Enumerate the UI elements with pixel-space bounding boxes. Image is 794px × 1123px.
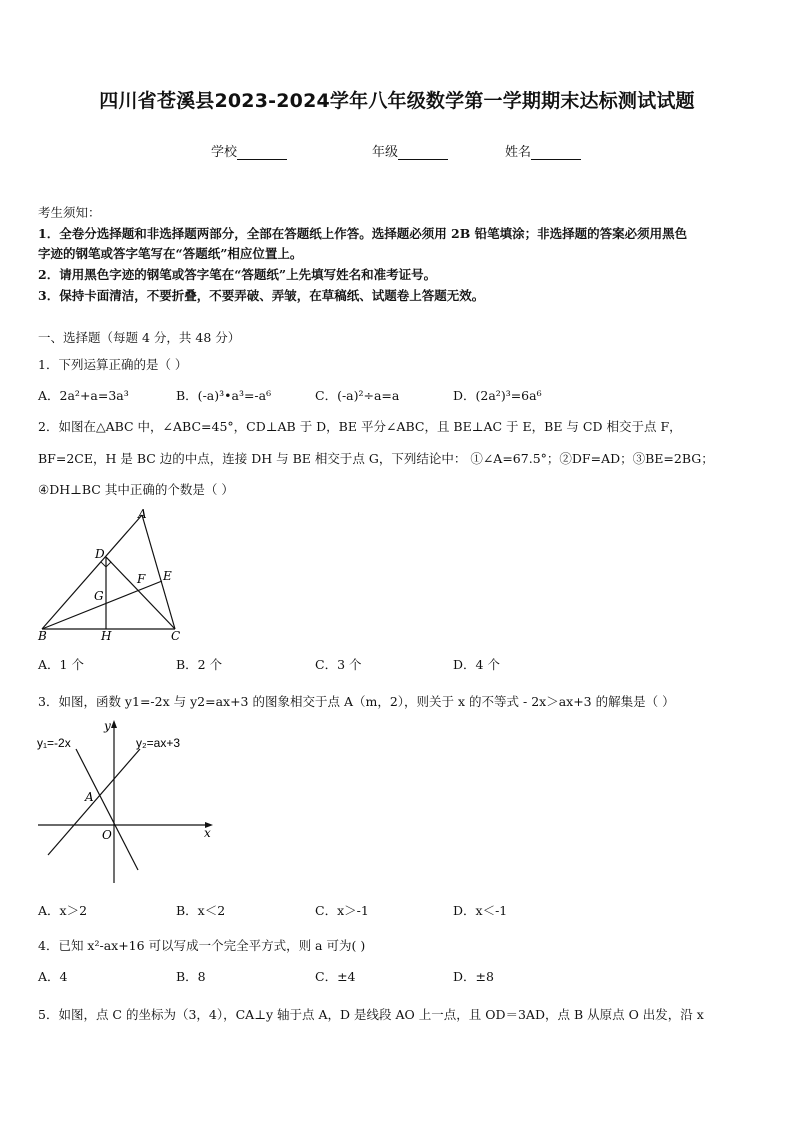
- label-a: A: [138, 507, 147, 521]
- q2-option-a: A．1 个: [38, 657, 84, 672]
- name-field: [505, 141, 581, 160]
- q2-option-c: C．3 个: [315, 657, 362, 672]
- question-2-line: ④DH⊥BC 其中正确的个数是（ ）: [38, 482, 234, 497]
- label-c: C: [171, 629, 181, 643]
- school-blank: [237, 146, 287, 160]
- label-d: D: [95, 547, 105, 561]
- label-b: B: [38, 629, 47, 643]
- q4-option-c: C．±4: [315, 969, 356, 984]
- grade-label: 年级: [372, 145, 399, 160]
- q2-option-d: D．4 个: [453, 657, 500, 672]
- line-y1: [76, 749, 138, 870]
- section-heading: 一、选择题（每题 4 分，共 48 分）: [38, 330, 241, 345]
- label-h: H: [101, 629, 112, 643]
- function-graph: [30, 715, 220, 890]
- q2-option-b: B．2 个: [176, 657, 223, 672]
- notice-item: 2．请用黑色字迹的钢笔或答字笔在“答题纸”上先填写姓名和准考证号。: [38, 267, 437, 282]
- line-y2: [48, 749, 140, 855]
- y-axis-arrow: [111, 720, 117, 728]
- segment-ba: [42, 515, 142, 629]
- q3-option-a: A．x＞2: [38, 903, 88, 918]
- q1-option-b: B．(-a)³•a³=-a⁶: [176, 388, 272, 403]
- q1-option-c: C．(-a)²÷a=a: [315, 388, 400, 403]
- name-blank: [531, 146, 581, 160]
- q4-option-b: B．8: [176, 969, 206, 984]
- label-e: E: [163, 569, 172, 583]
- label-a-point: A: [85, 790, 94, 804]
- notice-item: 3．保持卡面清洁，不要折叠，不要弄破、弄皱，在草稿纸、试题卷上答题无效。: [38, 288, 485, 303]
- q1-option-d: D．(2a²)³=6a⁶: [453, 388, 542, 403]
- school-field: [211, 141, 287, 160]
- label-o: O: [102, 828, 112, 842]
- question-2-line: BF=2CE，H 是 BC 边的中点，连接 DH 与 BE 相交于点 G，下列结论中： ①∠A=67.5°；②DF=AD；③BE=2BG；: [38, 451, 714, 466]
- notice-item: 字迹的钢笔或答字笔写在“答题纸”相应位置上。: [38, 246, 303, 261]
- school-label: 学校: [211, 145, 238, 160]
- label-f: F: [137, 572, 146, 586]
- label-x: x: [204, 826, 211, 840]
- question-2-line: 2．如图在△ABC 中，∠ABC=45°，CD⊥AB 于 D，BE 平分∠ABC，且 BE⊥AC 于 E，BE 与 CD 相交于点 F，: [38, 419, 682, 434]
- q1-option-a: A．2a²+a=3a³: [38, 388, 129, 403]
- q3-option-d: D．x＜-1: [453, 903, 508, 918]
- question-1-stem: 1．下列运算正确的是（ ）: [38, 357, 188, 372]
- q4-option-a: A．4: [38, 969, 68, 984]
- notice-heading: 考生须知：: [38, 205, 101, 220]
- name-label: 姓名: [505, 145, 532, 160]
- grade-field: [372, 141, 448, 160]
- q3-option-b: B．x＜2: [176, 903, 226, 918]
- grade-blank: [398, 146, 448, 160]
- question-5-stem: 5．如图，点 C 的坐标为（3，4），CA⊥y 轴于点 A，D 是线段 AO 上一点，且 OD＝3AD，点 B 从原点 O 出发，沿 x: [38, 1007, 704, 1022]
- triangle-figure: [30, 505, 200, 645]
- label-y: y: [104, 719, 111, 733]
- page-title: 四川省苍溪县2023-2024学年八年级数学第一学期期末达标测试试题: [99, 90, 695, 112]
- label-y1: y₁=-2x: [37, 736, 71, 750]
- q3-option-c: C．x＞-1: [315, 903, 369, 918]
- question-3-stem: 3．如图，函数 y1=-2x 与 y2=ax+3 的图象相交于点 A（m，2），则关于 x 的不等式 - 2x＞ax+3 的解集是（ ）: [38, 694, 675, 709]
- label-y2: y₂=ax+3: [136, 736, 181, 750]
- label-g: G: [94, 589, 104, 603]
- q4-option-d: D．±8: [453, 969, 494, 984]
- notice-item: 1．全卷分选择题和非选择题两部分，全部在答题纸上作答。选择题必须用 2B 铅笔填涂；非选择题的答案必须用黑色: [38, 226, 688, 241]
- question-4-stem: 4．已知 x²-ax+16 可以写成一个完全平方式，则 a 可为( ): [38, 938, 366, 953]
